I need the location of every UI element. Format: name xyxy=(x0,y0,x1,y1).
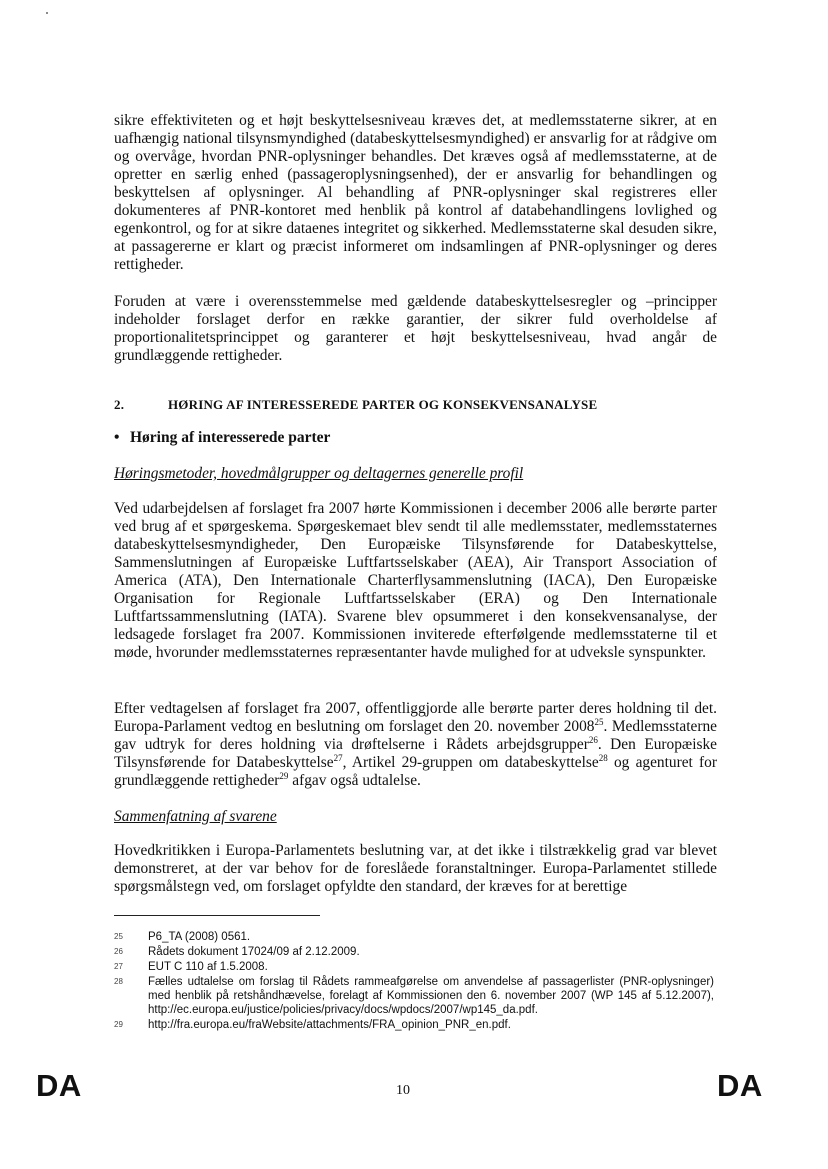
language-code-left: DA xyxy=(36,1068,82,1103)
footnote-text[interactable]: http://fra.europa.eu/fraWebsite/attachments/FRA_opinion_PNR_en.pdf. xyxy=(148,1019,511,1031)
footnote-item xyxy=(114,930,714,944)
footnote-text[interactable]: Fælles udtalelse om forslag til Rådets rammeafgørelse om anvendelse af passagerlister (PNR-oplysninger) med henblik på retshåndhævelse, forelagt af Kommissionen den 6. november 2007 (WP 145 af 5.12.2007), http://ec.europa.eu/justice/policies/privacy/docs/wpdocs/2007/wp145_da.pdf. xyxy=(148,976,714,1016)
language-code-right: DA xyxy=(717,1068,763,1103)
paragraph-pnr-supervision: sikre effektiviteten og et højt beskyttelsesniveau kræves det, at medlemsstaterne sikrer, at en uafhængig national tilsynsmyndighed (databeskyttelsesmyndighed) er ansvarlig for at rådgive om og overvåge, hvordan PNR-oplysninger behandles. Det kræves også af medlemsstaterne, at de opretter en særlig enhed (passageroplysningsenhed), der er ansvarlig for behandlingen og beskyttelsen af oplysninger. Al behandling af PNR-oplysninger skal registreres eller dokumenteres af PNR-kontoret med henblik på kontrol af databehandlingens lovlighed og egenkontrol, og for at sikre dataenes integritet og sikkerhed. Medlemsstaterne skal desuden sikre, at passagererne er klart og præcist informeret om indsamlingen af PNR-oplysninger og deres rettigheder. xyxy=(114,112,717,273)
paragraph-consultation: Ved udarbejdelsen af forslaget fra 2007 hørte Kommissionen i december 2006 alle berørte parter ved brug af et spørgeskema. Spørgeskemaet blev sendt til alle medlemsstater, medlemsstaternes databeskyttelsesmyndigheder, Den Europæiske Tilsynsførende for Databeskyttelse, Sammenslutningen af Europæiske Luftfartsselskaber (AEA), Air Transport Association of America (ATA), Den Internationale Charterflysammenslutning (IACA), Den Europæiske Organisation for Regionale Luftfartsselskaber (ERA) og Den Internationale Luftfartssammenslutning (IATA). Svarene blev opsummeret i den konsekvensanalyse, der ledsagede forslaget fra 2007. Kommissionen inviterede efterfølgende medlemsstaterne til et møde, hvorunder medlemsstaternes repræsentanter havde mulighed for at udveksle synspunkter. xyxy=(114,500,717,661)
footnote-ref-27[interactable]: 27 xyxy=(333,752,343,763)
paragraph-positions xyxy=(114,700,717,790)
footnote-item xyxy=(114,975,714,1017)
section-title: HØRING AF INTERESSEREDE PARTER OG KONSEKVENSANALYSE xyxy=(168,397,598,412)
footnote-ref-29[interactable]: 29 xyxy=(279,770,289,781)
text-run: afgav også udtalelse. xyxy=(288,772,421,789)
text-run: . Medlemsstaterne gav udtryk for deres holdning via drøftelserne i Rådets arbejdsgrupper xyxy=(114,718,717,753)
page-number: 10 xyxy=(396,1083,410,1098)
footnote-separator xyxy=(114,915,320,916)
footnote-text: Rådets dokument 17024/09 af 2.12.2009. xyxy=(148,946,360,958)
footnotes xyxy=(114,930,714,1033)
footnote-item xyxy=(114,960,714,974)
subheading-consultation-methods: Høringsmetoder, hovedmålgrupper og deltagernes generelle profil xyxy=(114,465,524,482)
scan-speck xyxy=(46,12,48,14)
paragraph-guarantees: Foruden at være i overensstemmelse med gældende databeskyttelsesregler og –principper indeholder forslaget derfor en række garantier, der sikrer fuld overholdelse af proportionalitetsprincippet og garanterer et højt beskyttelsesniveau, hvad angår de grundlæggende rettigheder. xyxy=(114,293,717,364)
text-run: og agenturet for grundlæggende rettigheder xyxy=(114,754,717,789)
footnote-ref-28[interactable]: 28 xyxy=(598,752,608,763)
footnote-text: P6_TA (2008) 0561. xyxy=(148,931,251,943)
footnote-number: 29 xyxy=(114,1020,123,1029)
subheading-summary: Sammenfatning af svarene xyxy=(114,808,277,825)
footnote-item xyxy=(114,945,714,959)
section-heading xyxy=(114,397,597,413)
footnote-ref-26[interactable]: 26 xyxy=(588,734,598,745)
text-run: . Den Europæiske Tilsynsførende for Databeskyttelse xyxy=(114,736,717,771)
footnote-ref-25[interactable]: 25 xyxy=(594,716,604,727)
section-number: 2. xyxy=(114,397,125,412)
footnote-number: 25 xyxy=(114,932,123,941)
text-run: Efter vedtagelsen af forslaget fra 2007, offentliggjorde alle berørte parter deres holdning til det. Europa-Parlament vedtog en beslutning om forslaget den 20. november 2008 xyxy=(114,700,717,735)
footnote-number: 27 xyxy=(114,962,123,971)
footnote-number: 26 xyxy=(114,947,123,956)
paragraph-main-criticism: Hovedkritikken i Europa-Parlamentets beslutning var, at det ikke i tilstrækkelig grad var blevet demonstreret, at der var behov for de foreslåede foranstaltninger. Europa-Parlamentet stillede spørgsmålstegn ved, om forslaget opfyldte den standard, der kræves for at berettige xyxy=(114,842,717,895)
footnote-text: EUT C 110 af 1.5.2008. xyxy=(148,961,268,973)
bullet-icon: • xyxy=(114,429,120,446)
bullet-title: Høring af interesserede parter xyxy=(130,429,331,446)
footnote-item xyxy=(114,1018,714,1032)
bullet-heading xyxy=(114,429,330,447)
footnote-number: 28 xyxy=(114,977,123,986)
text-run: , Artikel 29-gruppen om databeskyttelse xyxy=(342,754,599,771)
